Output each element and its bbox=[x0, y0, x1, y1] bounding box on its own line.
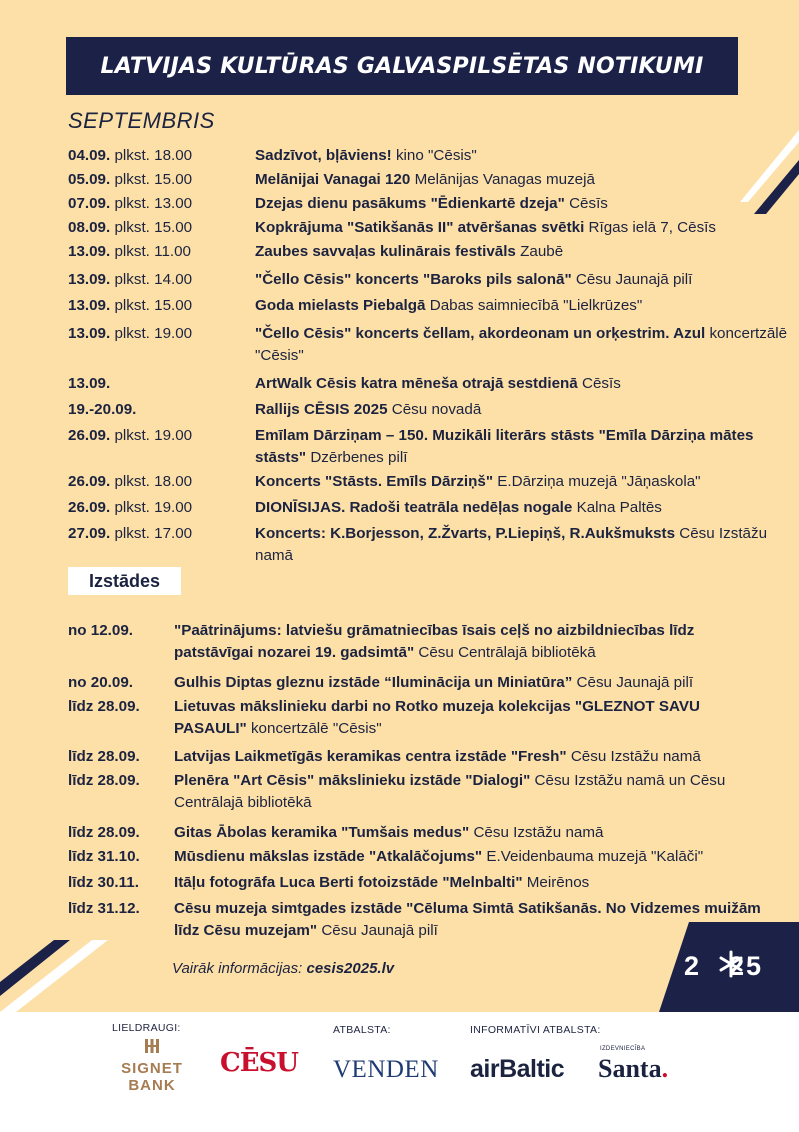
event-description bbox=[255, 295, 795, 317]
exhibition-venue: Cēsu Jaunajā pilī bbox=[317, 922, 438, 939]
sponsors-label-info: INFORMATĪVI ATBALSTA: bbox=[470, 1024, 601, 1036]
exhibition-date: līdz 31.10. bbox=[68, 848, 140, 865]
event-venue: E.Dārziņa muzejā "Jāņaskola" bbox=[493, 473, 701, 490]
exhibition-description bbox=[174, 620, 774, 664]
event-venue: Cēsīs bbox=[564, 195, 608, 212]
exhibitions-heading-badge bbox=[68, 567, 181, 595]
event-title: Koncerts: K.Borjesson, Z.Žvarts, P.Liepiņš, R.Aukšmuksts bbox=[255, 525, 676, 542]
event-date bbox=[68, 269, 192, 291]
event-title: Koncerts "Stāsts. Emīls Dārziņš" bbox=[255, 473, 494, 490]
santa-dot: . bbox=[661, 1054, 669, 1083]
event-day: 13.09. bbox=[68, 243, 111, 260]
event-venue: koncertzālē "Cēsis" bbox=[255, 325, 788, 364]
event-date bbox=[68, 217, 192, 239]
event-venue: Cēsu novadā bbox=[387, 401, 482, 418]
exhibition-date: līdz 30.11. bbox=[68, 874, 139, 891]
exhibition-description bbox=[174, 696, 774, 740]
event-title: "Čello Cēsis" koncerts "Baroks pils salonā" bbox=[255, 271, 572, 288]
event-date bbox=[68, 241, 191, 263]
signet-line2: BANK bbox=[128, 1077, 176, 1094]
year-badge-digit: 2 bbox=[684, 951, 702, 981]
santa-logo bbox=[598, 1046, 669, 1084]
event-description bbox=[255, 241, 795, 263]
event-date bbox=[68, 399, 136, 421]
year-badge bbox=[684, 951, 794, 982]
page-title: LATVIJAS KULTŪRAS GALVASPILSĒTAS NOTIKUMI bbox=[100, 53, 704, 79]
exhibition-date: līdz 28.09. bbox=[68, 748, 140, 765]
event-venue: Kalna Paltēs bbox=[572, 499, 662, 516]
sponsors-label-main: LIELDRAUGI: bbox=[112, 1022, 181, 1034]
event-time: plkst. 17.00 bbox=[110, 525, 193, 542]
event-venue: Dabas saimniecībā "Lielkrūzes" bbox=[425, 297, 643, 314]
exhibition-title: Lietuvas mākslinieku darbi no Rotko muzeja kolekcijas "GLEZNOT SAVU PASAULI" bbox=[174, 698, 700, 737]
signet-line1: SIGNET bbox=[121, 1060, 183, 1077]
event-day: 13.09. bbox=[68, 271, 111, 288]
exhibition-date: no 20.09. bbox=[68, 674, 133, 691]
event-day: 08.09. bbox=[68, 219, 111, 236]
exhibition-description bbox=[174, 846, 774, 868]
more-info-label: Vairāk informācijas: bbox=[172, 960, 307, 977]
event-description bbox=[255, 193, 795, 215]
event-description bbox=[255, 269, 795, 291]
event-title: "Čello Cēsis" koncerts čellam, akordeonam un orķestrim. Azul bbox=[255, 325, 706, 342]
signet-bank-logo bbox=[108, 1037, 196, 1094]
event-venue: Dzērbenes pilī bbox=[306, 449, 408, 466]
event-time: plkst. 19.00 bbox=[110, 427, 193, 444]
exhibition-title: Plenēra "Art Cēsis" mākslinieku izstāde "Dialogi" bbox=[174, 772, 531, 789]
exhibition-venue: Cēsu Jaunajā pilī bbox=[572, 674, 694, 691]
event-title: ArtWalk Cēsis katra mēneša otrajā sestdienā bbox=[255, 375, 578, 392]
event-venue: Rīgas ielā 7, Cēsīs bbox=[584, 219, 716, 236]
event-venue: Cēsu Jaunajā pilī bbox=[571, 271, 693, 288]
month-heading: SEPTEMBRIS bbox=[68, 108, 215, 133]
exhibition-venue: Cēsu Izstāžu namā bbox=[469, 824, 604, 841]
event-date bbox=[68, 373, 110, 395]
exhibition-title: Cēsu muzeja simtgades izstāde "Cēluma Simtā Satikšanās. No Vidzemes muižām līdz Cēsu muzejam" bbox=[174, 900, 761, 939]
exhibition-description bbox=[174, 872, 774, 894]
exhibition-venue: Cēsu Centrālajā bibliotēkā bbox=[414, 644, 596, 661]
exhibition-venue: Meirēnos bbox=[522, 874, 590, 891]
sponsors-label-support: ATBALSTA: bbox=[333, 1024, 391, 1036]
event-date bbox=[68, 323, 192, 345]
event-description bbox=[255, 323, 795, 367]
event-day: 13.09. bbox=[68, 375, 111, 392]
event-description bbox=[255, 497, 795, 519]
event-day: 04.09. bbox=[68, 147, 111, 164]
event-description bbox=[255, 425, 795, 469]
exhibition-title: "Paātrinājums: latviešu grāmatniecības īsais ceļš no aizbildniecības līdz patstāvīgai nozarei 19. gadsimtā" bbox=[174, 622, 695, 661]
event-date bbox=[68, 169, 192, 191]
exhibition-description bbox=[174, 746, 774, 768]
event-venue: Melānijas Vanagas muzejā bbox=[410, 171, 595, 188]
year-badge-digits: 25 bbox=[729, 951, 764, 981]
event-time: plkst. 15.00 bbox=[110, 297, 193, 314]
exhibition-description bbox=[174, 672, 774, 694]
event-day: 27.09. bbox=[68, 525, 111, 542]
event-day: 13.09. bbox=[68, 297, 111, 314]
event-day: 07.09. bbox=[68, 195, 111, 212]
event-venue: kino "Cēsis" bbox=[391, 147, 477, 164]
exhibition-date: līdz 28.09. bbox=[68, 772, 140, 789]
event-venue: Zaubē bbox=[515, 243, 564, 260]
exhibition-venue: Cēsu Izstāžu namā bbox=[566, 748, 701, 765]
event-title: Emīlam Dārziņam – 150. Muzikāli literārs stāsts "Emīla Dārziņa mātes stāsts" bbox=[255, 427, 754, 466]
event-description bbox=[255, 471, 795, 493]
event-title: Kopkrājuma "Satikšanās II" atvēršanas svētki bbox=[255, 219, 585, 236]
exhibition-venue: Cēsu Izstāžu namā un Cēsu Centrālajā bibliotēkā bbox=[174, 772, 726, 811]
event-title: Dzejas dienu pasākums "Ēdienkartē dzeja" bbox=[255, 195, 565, 212]
event-time: plkst. 18.00 bbox=[110, 147, 193, 164]
event-time: plkst. 14.00 bbox=[110, 271, 193, 288]
event-day: 13.09. bbox=[68, 325, 111, 342]
more-info-link[interactable]: cesis2025.lv bbox=[306, 960, 395, 977]
santa-name: Santa bbox=[598, 1054, 662, 1083]
exhibition-title: Latvijas Laikmetīgās keramikas centra izstāde "Fresh" bbox=[174, 748, 567, 765]
airbaltic-logo: airBaltic bbox=[470, 1055, 565, 1083]
title-bar bbox=[66, 37, 738, 95]
event-date bbox=[68, 497, 192, 519]
event-time: plkst. 18.00 bbox=[110, 473, 193, 490]
event-time: plkst. 15.00 bbox=[110, 171, 193, 188]
event-day: 19.-20.09. bbox=[68, 401, 137, 418]
event-date bbox=[68, 425, 192, 447]
exhibition-title: Itāļu fotogrāfa Luca Berti fotoizstāde "Melnbalti" bbox=[174, 874, 523, 891]
venden-logo: VENDEN bbox=[333, 1056, 439, 1083]
exhibition-description bbox=[174, 898, 774, 942]
event-time: plkst. 15.00 bbox=[110, 219, 193, 236]
event-title: Goda mielasts Piebalgā bbox=[255, 297, 426, 314]
event-title: Rallijs CĒSIS 2025 bbox=[255, 401, 388, 418]
exhibition-title: Gulhis Diptas gleznu izstāde “Iluminācija un Miniatūra” bbox=[174, 674, 573, 691]
more-info bbox=[172, 960, 394, 977]
exhibition-venue: E.Veidenbauma muzejā "Kalāči" bbox=[482, 848, 704, 865]
santa-prefix: IZDEVNIECĪBA bbox=[600, 1046, 646, 1052]
signet-icon bbox=[108, 1037, 196, 1060]
event-venue: Cēsīs bbox=[577, 375, 621, 392]
event-title: Zaubes savvaļas kulinārais festivāls bbox=[255, 243, 516, 260]
event-title: Sadzīvot, bļāviens! bbox=[255, 147, 392, 164]
exhibitions-heading: Izstādes bbox=[88, 570, 161, 591]
cesu-logo: CĒSU bbox=[220, 1048, 298, 1078]
decorative-stripes-bottom bbox=[0, 940, 120, 1012]
event-description bbox=[255, 399, 795, 421]
exhibition-description bbox=[174, 822, 774, 844]
event-day: 05.09. bbox=[68, 171, 111, 188]
event-day: 26.09. bbox=[68, 473, 111, 490]
exhibition-description bbox=[174, 770, 774, 814]
event-date bbox=[68, 295, 192, 317]
exhibition-date: līdz 31.12. bbox=[68, 900, 140, 917]
exhibition-venue: koncertzālē "Cēsis" bbox=[246, 720, 382, 737]
event-day: 26.09. bbox=[68, 427, 111, 444]
event-date bbox=[68, 471, 192, 493]
exhibition-title: Mūsdienu mākslas izstāde "Atkalāčojums" bbox=[174, 848, 483, 865]
event-date bbox=[68, 145, 192, 167]
event-description bbox=[255, 523, 795, 567]
event-date bbox=[68, 193, 192, 215]
event-date bbox=[68, 523, 192, 545]
event-description bbox=[255, 373, 795, 395]
event-time: plkst. 13.00 bbox=[110, 195, 193, 212]
exhibition-title: Gitas Ābolas keramika "Tumšais medus" bbox=[174, 824, 470, 841]
exhibition-date: no 12.09. bbox=[68, 622, 133, 639]
event-description bbox=[255, 217, 795, 239]
event-time: plkst. 11.00 bbox=[110, 243, 191, 260]
exhibition-date: līdz 28.09. bbox=[68, 824, 140, 841]
event-title: DIONĪSIJAS. Radoši teatrāla nedēļas nogale bbox=[255, 499, 573, 516]
event-time: plkst. 19.00 bbox=[110, 325, 193, 342]
event-day: 26.09. bbox=[68, 499, 111, 516]
event-title: Melānijai Vanagai 120 bbox=[255, 171, 411, 188]
event-venue: Cēsu Izstāžu namā bbox=[255, 525, 768, 564]
event-description bbox=[255, 169, 795, 191]
event-description bbox=[255, 145, 795, 167]
exhibition-date: līdz 28.09. bbox=[68, 698, 140, 715]
event-time: plkst. 19.00 bbox=[110, 499, 193, 516]
